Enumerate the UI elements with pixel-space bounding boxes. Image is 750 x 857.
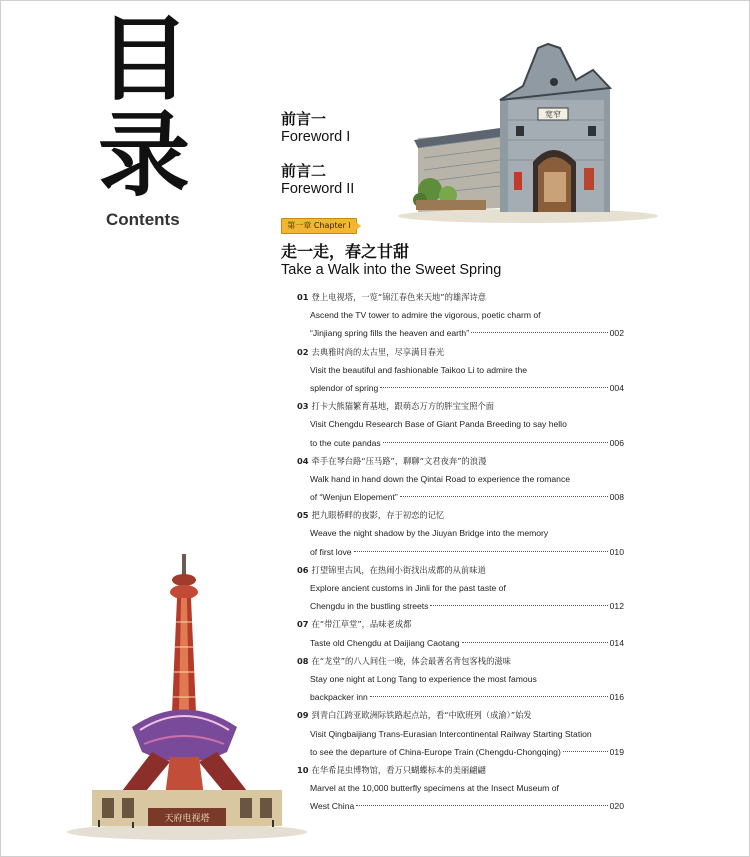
toc-entry-last-line	[297, 688, 624, 706]
toc-entry-en-last: backpacker inn	[310, 692, 368, 703]
toc-entry-last-line	[297, 324, 624, 342]
toc-entry-number: 02	[297, 346, 309, 357]
toc-entry-en-last: of first love	[310, 546, 352, 557]
toc-entry-cn-title: 到青白江跨亚欧洲际铁路起点站，看“中欧班列（成渝）”始发	[311, 710, 532, 721]
toc-entry-last-line	[297, 797, 624, 815]
toc-entry[interactable]	[297, 761, 624, 816]
foreword-1-en[interactable]: Foreword I	[281, 129, 351, 145]
toc-entry-last-line	[297, 488, 624, 506]
toc-entry-number: 09	[297, 710, 309, 721]
toc-entry[interactable]	[297, 615, 624, 651]
toc-entry-en-last: “Jinjiang spring fills the heaven and earth”	[310, 328, 470, 339]
toc-leader-dots	[370, 696, 608, 697]
toc-entry-cn-title: 在“带江草堂”，品味老成都	[311, 619, 412, 630]
tower-sign-text: 天府电视塔	[164, 814, 210, 824]
building-sign-text: 宽窄	[545, 110, 561, 119]
contents-label: Contents	[106, 210, 180, 229]
toc-entry-cn-line	[297, 288, 624, 306]
toc-leader-dots	[400, 496, 608, 497]
toc-entry-cn-line	[297, 615, 624, 633]
toc-entry[interactable]	[297, 706, 624, 761]
toc-page-number[interactable]: 008	[609, 492, 624, 503]
toc-entry-cn-line	[297, 706, 624, 724]
toc-entry-cn-line	[297, 652, 624, 670]
toc-page-number[interactable]: 010	[609, 546, 624, 557]
toc-entry-en-last: splendor of spring	[310, 382, 379, 393]
toc-entry-cn-title: 在“龙堂”的八人间住一晚，体会最著名背包客栈的滋味	[311, 655, 511, 666]
toc-entry-cn-title: 登上电视塔，一览“锦江春色来天地”的雄浑诗意	[311, 292, 487, 302]
chapter-title-en[interactable]: Take a Walk into the Sweet Spring	[281, 262, 502, 278]
toc-entry-number: 05	[297, 510, 309, 521]
toc-entry-cn-line	[297, 561, 624, 579]
toc-entry-en-last: Chengdu in the bustling streets	[310, 601, 429, 612]
toc-entry-en-last: to the cute pandas	[310, 437, 381, 448]
toc-entry-en-line: Visit the beautiful and fashionable Taikoo Li to admire the	[310, 364, 528, 375]
toc-leader-dots	[383, 442, 608, 443]
title-lu: 录	[98, 102, 191, 209]
toc-entry-en-last: of “Wenjun Elopement”	[310, 492, 398, 503]
toc-entry-last-line	[297, 434, 624, 452]
toc-entry-cn-line	[297, 452, 624, 470]
toc-entry[interactable]	[297, 506, 624, 561]
toc-entry-en-line: Visit Qingbaijiang Trans-Eurasian Intercontinental Railway Starting Station	[310, 728, 592, 739]
toc-page-number[interactable]: 002	[609, 328, 624, 339]
toc-leader-dots	[380, 387, 607, 388]
toc-entry-number: 06	[297, 564, 309, 575]
toc-entry-en-line: Ascend the TV tower to admire the vigorous, poetic charm of	[310, 310, 541, 321]
toc-entry-en-line: Stay one night at Long Tang to experience the most famous	[310, 673, 537, 684]
toc-leader-dots	[356, 805, 607, 806]
toc-page-number[interactable]: 006	[609, 437, 624, 448]
toc-entry-last-line	[297, 634, 624, 652]
toc-entry-en-line: Visit Chengdu Research Base of Giant Panda Breeding to say hello	[310, 419, 567, 430]
toc-entry-cn-line	[297, 506, 624, 524]
toc-entry-last-line	[297, 597, 624, 615]
toc-entry-cn-line	[297, 761, 624, 779]
toc-entry-en-last: Taste old Chengdu at Daijiang Caotang	[310, 637, 460, 648]
toc-leader-dots	[430, 605, 607, 606]
toc-page-number[interactable]: 012	[609, 601, 624, 612]
toc-entry-last-line	[297, 379, 624, 397]
toc-page-number[interactable]: 014	[609, 637, 624, 648]
wide-narrow-alley-building-illustration	[388, 40, 658, 225]
toc-entry-number: 08	[297, 655, 309, 666]
toc-entry[interactable]	[297, 397, 624, 452]
toc-entry-cn-title: 牵手在琴台路“压马路”，聊聊“文君夜奔”的浪漫	[311, 455, 487, 466]
toc-entry-cn-title: 打卡大熊猫繁育基地，跟萌态万方的胖宝宝照个面	[311, 401, 495, 412]
toc-page-number[interactable]: 020	[609, 801, 624, 812]
toc-entry-cn-line	[297, 397, 624, 415]
chapter-badge: 第一章 Chapter I	[281, 218, 357, 234]
toc-leader-dots	[471, 332, 608, 333]
toc-entry[interactable]	[297, 452, 624, 507]
toc-leader-dots	[462, 642, 608, 643]
toc-entry-en-last: to see the departure of China-Europe Train (Chengdu-Chongqing)	[310, 746, 561, 757]
tv-tower-illustration	[62, 552, 312, 842]
toc-entry[interactable]	[297, 343, 624, 398]
title-mu: 目	[98, 6, 191, 113]
toc-entry-number: 07	[297, 619, 309, 630]
toc-entry-number: 04	[297, 455, 309, 466]
toc-entry-cn-title: 去典雅时尚的太古里，尽享满目春光	[311, 346, 445, 357]
toc-entry-number: 01	[297, 292, 309, 302]
toc-list	[297, 288, 624, 815]
foreword-1-cn[interactable]: 前言一	[281, 110, 327, 128]
toc-leader-dots	[563, 751, 608, 752]
toc-entry-en-line: Marvel at the 10,000 butterfly specimens at the Insect Museum of	[310, 783, 559, 794]
toc-page-number[interactable]: 019	[609, 746, 624, 757]
toc-entry-en-last: West China	[310, 801, 355, 812]
toc-entry-en-line: Walk hand in hand down the Qintai Road to experience the romance	[310, 473, 571, 484]
toc-entry[interactable]	[297, 561, 624, 616]
toc-entry-number: 03	[297, 401, 309, 412]
toc-entry-cn-title: 在华希昆虫博物馆，看万只蝴蝶标本的美丽翩翩	[311, 764, 486, 775]
toc-entry-cn-title: 把九眼桥畔的夜影，存于初恋的记忆	[311, 510, 445, 521]
toc-leader-dots	[354, 551, 608, 552]
toc-entry-en-line: Weave the night shadow by the Jiuyan Bridge into the memory	[310, 528, 549, 539]
toc-entry[interactable]	[297, 288, 624, 343]
chapter-title-cn[interactable]: 走一走，春之甘甜	[281, 242, 410, 261]
toc-entry-en-line: Explore ancient customs in Jinli for the past taste of	[310, 583, 506, 593]
toc-page-number[interactable]: 016	[609, 692, 624, 703]
toc-entry-cn-title: 打望锦里古风，在热闹小街找出成都的从前味道	[311, 564, 486, 575]
foreword-2-en[interactable]: Foreword II	[281, 181, 355, 197]
toc-entry-number: 10	[297, 764, 309, 775]
foreword-2-cn[interactable]: 前言二	[281, 162, 327, 180]
toc-entry-cn-line	[297, 343, 624, 361]
toc-entry-last-line	[297, 743, 624, 761]
toc-entry[interactable]	[297, 652, 624, 707]
toc-page-number[interactable]: 004	[609, 382, 624, 393]
toc-entry-last-line	[297, 543, 624, 561]
